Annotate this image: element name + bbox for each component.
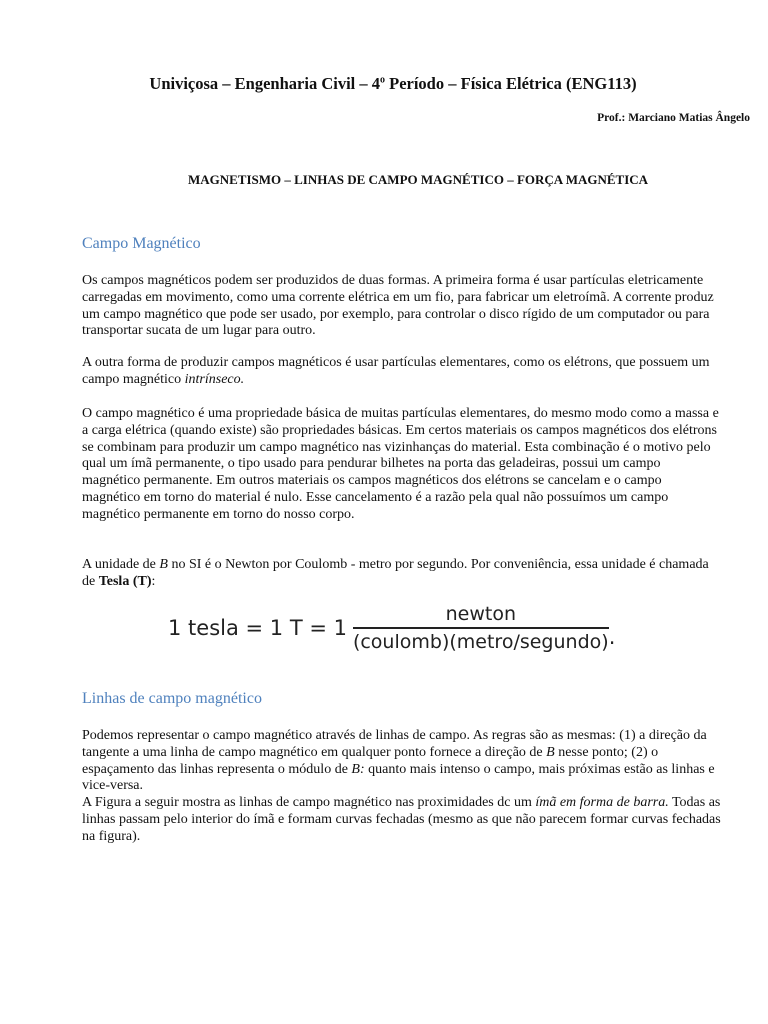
formula-denominator: (coulomb)(metro/segundo) bbox=[352, 630, 609, 653]
formula-lhs: 1 tesla = 1 T = 1 bbox=[168, 616, 347, 640]
paragraph-2: A outra forma de produzir campos magnéticos é usar partículas elementares, como os elétrons, que possuem um campo magnético intrínseco. bbox=[82, 355, 710, 387]
formula-numerator: newton bbox=[445, 603, 517, 626]
formula-fraction bbox=[353, 603, 609, 652]
paragraph-4: A unidade de B no SI é o Newton por Coulomb - metro por segundo. Por conveniência, essa unidade é chamada de Tesla (T): bbox=[82, 557, 709, 589]
formula-end: . bbox=[608, 625, 616, 649]
tesla-formula bbox=[168, 600, 618, 656]
document-title: Univiçosa – Engenharia Civil – 4$^o$ Período – Física Elétrica (ENG113) bbox=[149, 74, 637, 93]
paragraph-1: Os campos magnéticos podem ser produzidos de duas formas. A primeira forma é usar partículas eletricamente carregadas em movimento, como uma corrente elétrica em um fio, para fabricar um eletroímã. A corrente produz um campo magnético que pode ser usado, por exemplo, para controlar o disco rígido de um computador ou para transportar sucata de um lugar para outro. bbox=[82, 273, 714, 339]
section-heading-campo-magnetico: Campo Magnético bbox=[82, 235, 201, 252]
paragraph-3: O campo magnético é uma propriedade básica de muitas partículas elementares, do mesmo modo como a massa e a carga elétrica (quando existe) são propriedades básicas. Em certos materiais os campos magnéticos dos elétrons se combinam para produzir um campo magnético nas vizinhanças do material. Esta combinação é o motivo pelo qual um ímã permanente, o tipo usado para pendurar bilhetes na porta das geladeiras, possui um campo magnético permanente. Em outros materiais os campos magnéticos dos elétrons se cancelam e o campo magnético em torno do material é nulo. Esse cancelamento é a razão pela qual não possuímos um campo magnético permanente em torno do nosso corpo. bbox=[82, 406, 719, 522]
subject-heading: MAGNETISMO – LINHAS DE CAMPO MAGNÉTICO – FORÇA MAGNÉTICA bbox=[187, 172, 649, 187]
paragraph-5: Podemos representar o campo magnético através de linhas de campo. As regras são as mesmas: (1) a direção da tangente a uma linha de campo magnético em qualquer ponto fornece a direção de B nesse ponto; (2) o espaçamento das linhas representa o módulo de B: quanto mais intenso o campo, mais próximas estão as linhas e vice-versa. A Figura a seguir mostra as linhas de campo magnético nas proximidades dc um ímã em forma de barra. Todas as linhas passam pelo interior do ímã e formam curvas fechadas (mesmo as que não parecem formar curvas fechadas na figura). bbox=[82, 728, 721, 844]
professor-name: Prof.: Marciano Matias Ângelo bbox=[597, 112, 750, 124]
section-heading-linhas-de-campo: Linhas de campo magnético bbox=[82, 690, 262, 707]
